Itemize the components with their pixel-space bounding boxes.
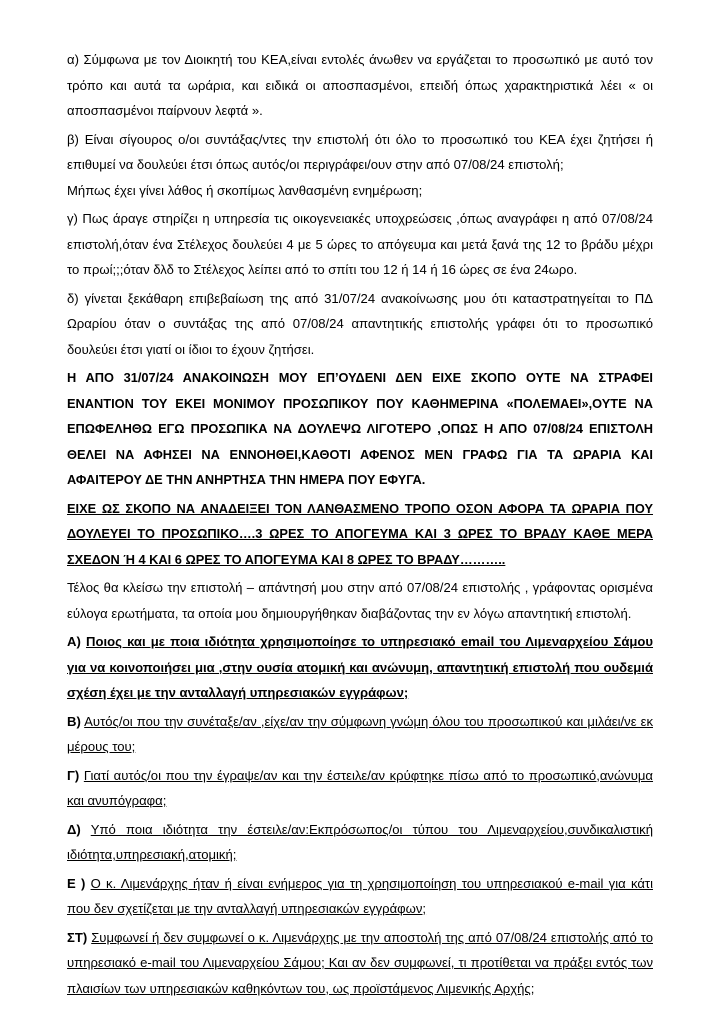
question-item — [67, 629, 653, 706]
question-item — [67, 709, 653, 760]
question-text: Γιατί αυτός/οι που την έγραψε/αν και την έστειλε/αν κρύφτηκε πίσω από το προσωπικό,ανώνυμα και ανυπόγραφα; — [67, 767, 654, 808]
paragraph-b: β) Είναι σίγουρος ο/οι συντάξας/ντες την επιστολή ότι όλο το προσωπικό του ΚΕΑ έχει ζητήσει ή επιθυμεί να δουλεύει έτσι όπως αυτός/οι περιγράφει/ουν στην από 07/08/24 επιστολή; — [67, 131, 653, 172]
question-item — [67, 817, 653, 868]
question-label: Ε ) — [67, 875, 86, 891]
question-item — [67, 763, 653, 814]
question-item — [67, 925, 653, 1002]
question-label: Α) — [67, 634, 81, 649]
question-label: ΣΤ) — [67, 929, 88, 945]
bold-underlined-statement: ΕΙΧΕ ΩΣ ΣΚΟΠΟ ΝΑ ΑΝΑΔΕΙΞΕΙ ΤΟΝ ΛΑΝΘΑΣΜΕΝΟ ΤΡΟΠΟ ΟΣΟΝ ΑΦΟΡΑ ΤΑ ΩΡΑΡΙΑ ΠΟΥ ΔΟΥΛΕΥΕΙ ΤΟ ΠΡΟΣΩΠΙΚΟ….3 ΩΡΕΣ ΤΟ ΑΠΟΓΕΥΜΑ ΚΑΙ 3 ΩΡΕΣ ΤΟ ΒΡΑΔΥ ΚΑΘΕ ΜΕΡΑ ΣΧΕΔΟΝ Ή 4 ΚΑΙ 6 ΩΡΕΣ ΤΟ ΑΠΟΓΕΥΜΑ ΚΑΙ 8 ΩΡΕΣ ΤΟ ΒΡΑΔΥ……….. — [67, 500, 653, 567]
paragraph-a: α) Σύμφωνα με τον Διοικητή του ΚΕΑ,είναι εντολές άνωθεν να εργάζεται το προσωπικό με αυτό τον τρόπο και αυτά τα ωράρια, και ειδικά οι αποσπασμένοι, επειδή όπως χαρακτηριστικά λέει « οι αποσπασμένοι παίρνουν λεφτά ». — [67, 52, 653, 118]
question-text: Υπό ποια ιδιότητα την έστειλε/αν:Εκπρόσωπος/οι τύπου του Λιμεναρχείου,συνδικαλιστική ιδιότητα,υπηρεσιακή,ατομική; — [67, 821, 653, 862]
paragraph-b-question: Μήπως έχει γίνει λάθος ή σκοπίμως λανθασμένη ενημέρωση; — [67, 182, 423, 198]
document-page — [67, 47, 653, 1004]
paragraph-d: δ) γίνεται ξεκάθαρη επιβεβαίωση της από 31/07/24 ανακοίνωσης μου ότι καταστρατηγείται το ΠΔ Ωραρίου όταν ο συντάξας της από 07/08/24 απαντητικής επιστολής γράφει ότι το προσωπικό δουλεύει έτσι γιατί οι ίδιοι το έχουν ζητήσει. — [67, 290, 653, 357]
bold-statement: Η ΑΠΟ 31/07/24 ΑΝΑΚΟΙΝΩΣΗ ΜΟΥ ΕΠ’ΟΥΔΕΝΙ ΔΕΝ ΕΙΧΕ ΣΚΟΠΟ ΟΥΤΕ ΝΑ ΣΤΡΑΦΕΙ ΕΝΑΝΤΙΟΝ ΤΟΥ ΕΚΕΙ ΜΟΝΙΜΟΥ ΠΡΟΣΩΠΙΚΟΥ ΠΟΥ ΚΑΘΗΜΕΡΙΝΑ «ΠΟΛΕΜΑΕΙ»,ΟΥΤΕ ΝΑ ΕΠΩΦΕΛΗΘΩ ΕΓΩ ΠΡΟΣΩΠΙΚΑ ΝΑ ΔΟΥΛΕΨΩ ΛΙΓΟΤΕΡΟ ,ΟΠΩΣ Η ΑΠΟ 07/08/24 ΕΠΙΣΤΟΛΗ ΘΕΛΕΙ ΝΑ ΑΦΗΣΕΙ ΝΑ ΕΝΝΟΗΘΕΙ,ΚΑΘΟΤΙ ΑΦΕΝΟΣ ΜΕΝ ΓΡΑΦΩ ΓΙΑ ΤΑ ΩΡΑΡΙΑ ΚΑΙ ΑΦΑΙΤΕΡΟΥ ΔΕ ΤΗΝ ΑΝΗΡΤΗΣΑ ΤΗΝ ΗΜΕΡΑ ΠΟΥ ΕΦΥΓΑ. — [67, 370, 653, 487]
question-item — [67, 871, 653, 922]
question-label: Γ) — [67, 767, 80, 783]
question-label: Δ) — [67, 821, 81, 837]
question-label: Β) — [67, 713, 81, 729]
question-text: Αυτός/οι που την συνέταξε/αν ,είχε/αν την σύμφωνη γνώμη όλου του προσωπικού και μιλάει/νε εκ μέρους του; — [67, 713, 653, 754]
question-text: Ποιος και με ποια ιδιότητα χρησιμοποίησε το υπηρεσιακό email του Λιμεναρχείου Σάμου για να κοινοποιήσει μια ,στην ουσία ατομική και ανώνυμη, απαντητική επιστολή που ουδεμιά σχέση έχει με την ανταλλαγή υπηρεσιακών εγγράφων; — [67, 634, 654, 700]
closing-paragraph: Τέλος θα κλείσω την επιστολή – απάντησή μου στην από 07/08/24 επιστολής , γράφοντας ορισμένα εύλογα ερωτήματα, τα οποία μου δημιουργήθηκαν διαβάζοντας την εν λόγω απαντητική επιστολή. — [67, 580, 653, 621]
question-text: Συμφωνεί ή δεν συμφωνεί ο κ. Λιμενάρχης με την αποστολή της από 07/08/24 επιστολής από το υπηρεσιακό e-mail του Λιμεναρχείου Σάμου; Και αν δεν συμφωνεί, τι προτίθεται να πράξει εντός των πλαισίων των υπηρεσιακών καθηκόντων του, ως προϊστάμενος Λιμενικής Αρχής; — [67, 929, 653, 996]
paragraph-c: γ) Πως άραγε στηρίζει η υπηρεσία τις οικογενειακές υποχρεώσεις ,όπως αναγράφει η από 07/08/24 επιστολή,όταν ένα Στέλεχος δουλεύει 4 με 5 ώρες το απόγευμα και μετά ξανά της 12 το βράδυ μέχρι το πρωί;;;όταν δλδ το Στέλεχος λείπει από το σπίτι του 12 ή 14 ή 16 ώρες σε ένα 24ωρο. — [67, 211, 653, 277]
question-text: Ο κ. Λιμενάρχης ήταν ή είναι ενήμερος για τη χρησιμοποίηση του υπηρεσιακού e-mail για κάτι που δεν σχετίζεται με την ανταλλαγή υπηρεσιακών εγγράφων; — [67, 875, 653, 916]
